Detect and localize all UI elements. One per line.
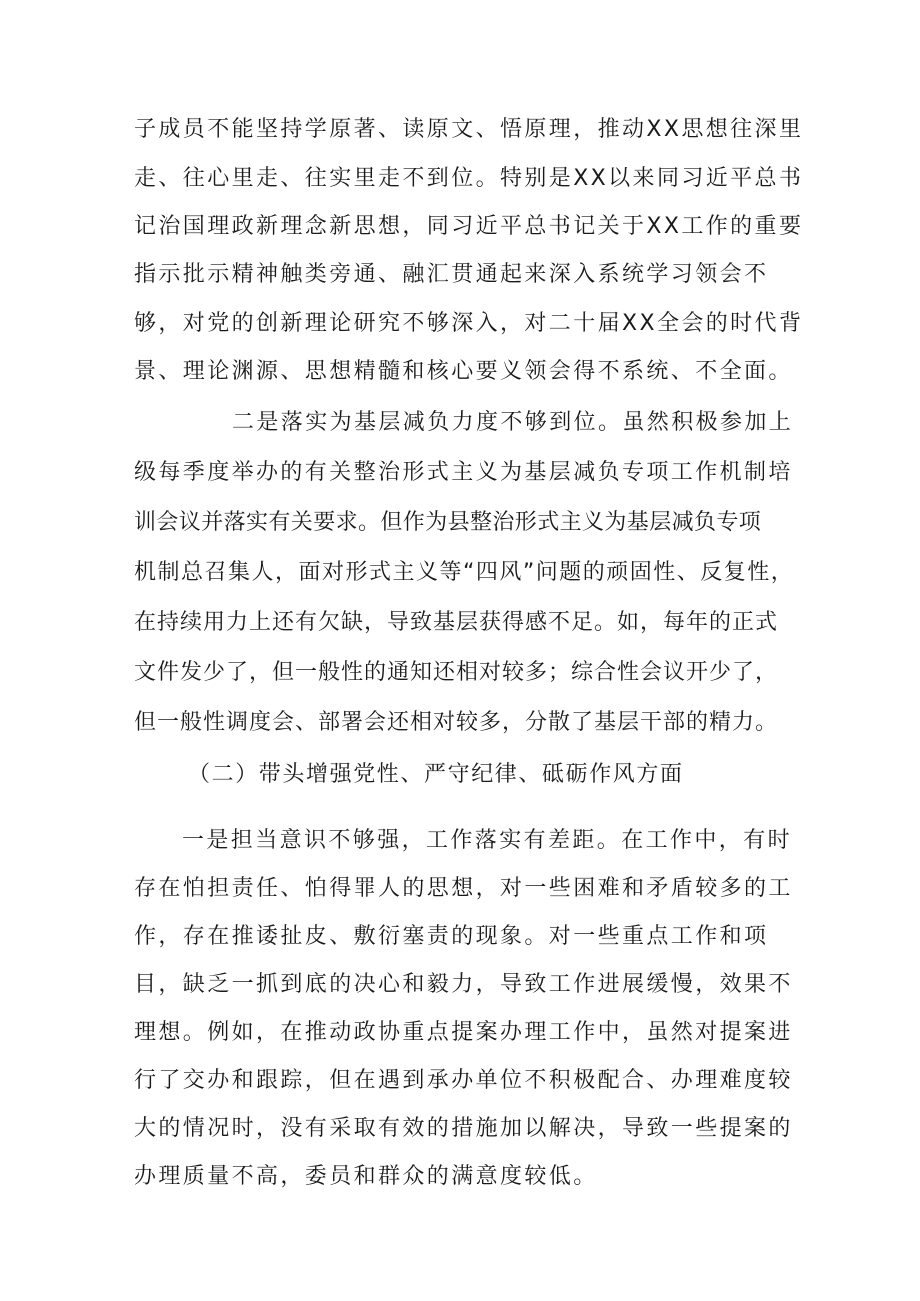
text-line: 指示批示精神触类旁通、融汇贯通起来深入系统学习领会不 bbox=[134, 262, 769, 287]
text-line: 目，缺乏一抓到底的决心和毅力，导致工作进展缓慢，效果不 bbox=[134, 972, 793, 997]
text-line: 办理质量不高，委员和群众的满意度较低。 bbox=[134, 1164, 598, 1189]
text-line: 作，存在推诿扯皮、敷衍塞责的现象。对一些重点工作和项 bbox=[134, 924, 769, 949]
text-line: 景、理论渊源、思想精髓和核心要义领会得不系统、不全面。 bbox=[134, 359, 793, 384]
text-line: 走、往心里走、往实里走不到位。特别是XX以来同习近平总书 bbox=[134, 166, 804, 191]
text-line: 记治国理政新理念新思想，同习近平总书记关于XX工作的重要 bbox=[134, 214, 804, 239]
text-line: 存在怕担责任、怕得罪人的思想，对一些困难和矛盾较多的工 bbox=[134, 876, 793, 901]
text-line: 在持续用力上还有欠缺，导致基层获得感不足。如，每年的正式 bbox=[134, 610, 779, 635]
text-line: 机制总召集人，面对形式主义等“四风”问题的顽固性、反复性， bbox=[134, 560, 795, 585]
text-line: 级每季度举办的有关整治形式主义为基层减负专项工作机制培 bbox=[134, 460, 793, 485]
text-line: 行了交办和跟踪，但在遇到承办单位不积极配合、办理难度较 bbox=[134, 1068, 793, 1093]
text-line: 大的情况时，没有采取有效的措施加以解决，导致一些提案的 bbox=[134, 1116, 793, 1141]
section-heading: （二）带头增强党性、严守纪律、砥砺作风方面 bbox=[188, 762, 684, 787]
text-line: 但一般性调度会、部署会还相对较多，分散了基层干部的精力。 bbox=[134, 710, 779, 735]
text-line: 一是担当意识不够强，工作落实有差距。在工作中，有时 bbox=[182, 828, 793, 853]
text-line: 理想。例如，在推动政协重点提案办理工作中，虽然对提案进 bbox=[134, 1020, 793, 1045]
text-line: 二是落实为基层减负力度不够到位。虽然积极参加上 bbox=[232, 410, 794, 435]
text-line: 够，对党的创新理论研究不够深入，对二十届XX全会的时代背 bbox=[134, 311, 804, 336]
text-line: 文件发少了，但一般性的通知还相对较多；综合性会议开少了， bbox=[134, 660, 779, 685]
text-line: 子成员不能坚持学原著、读原文、悟原理，推动XX思想往深里 bbox=[134, 117, 804, 142]
text-line: 训会议并落实有关要求。但作为县整治形式主义为基层减负专项 bbox=[134, 510, 762, 535]
